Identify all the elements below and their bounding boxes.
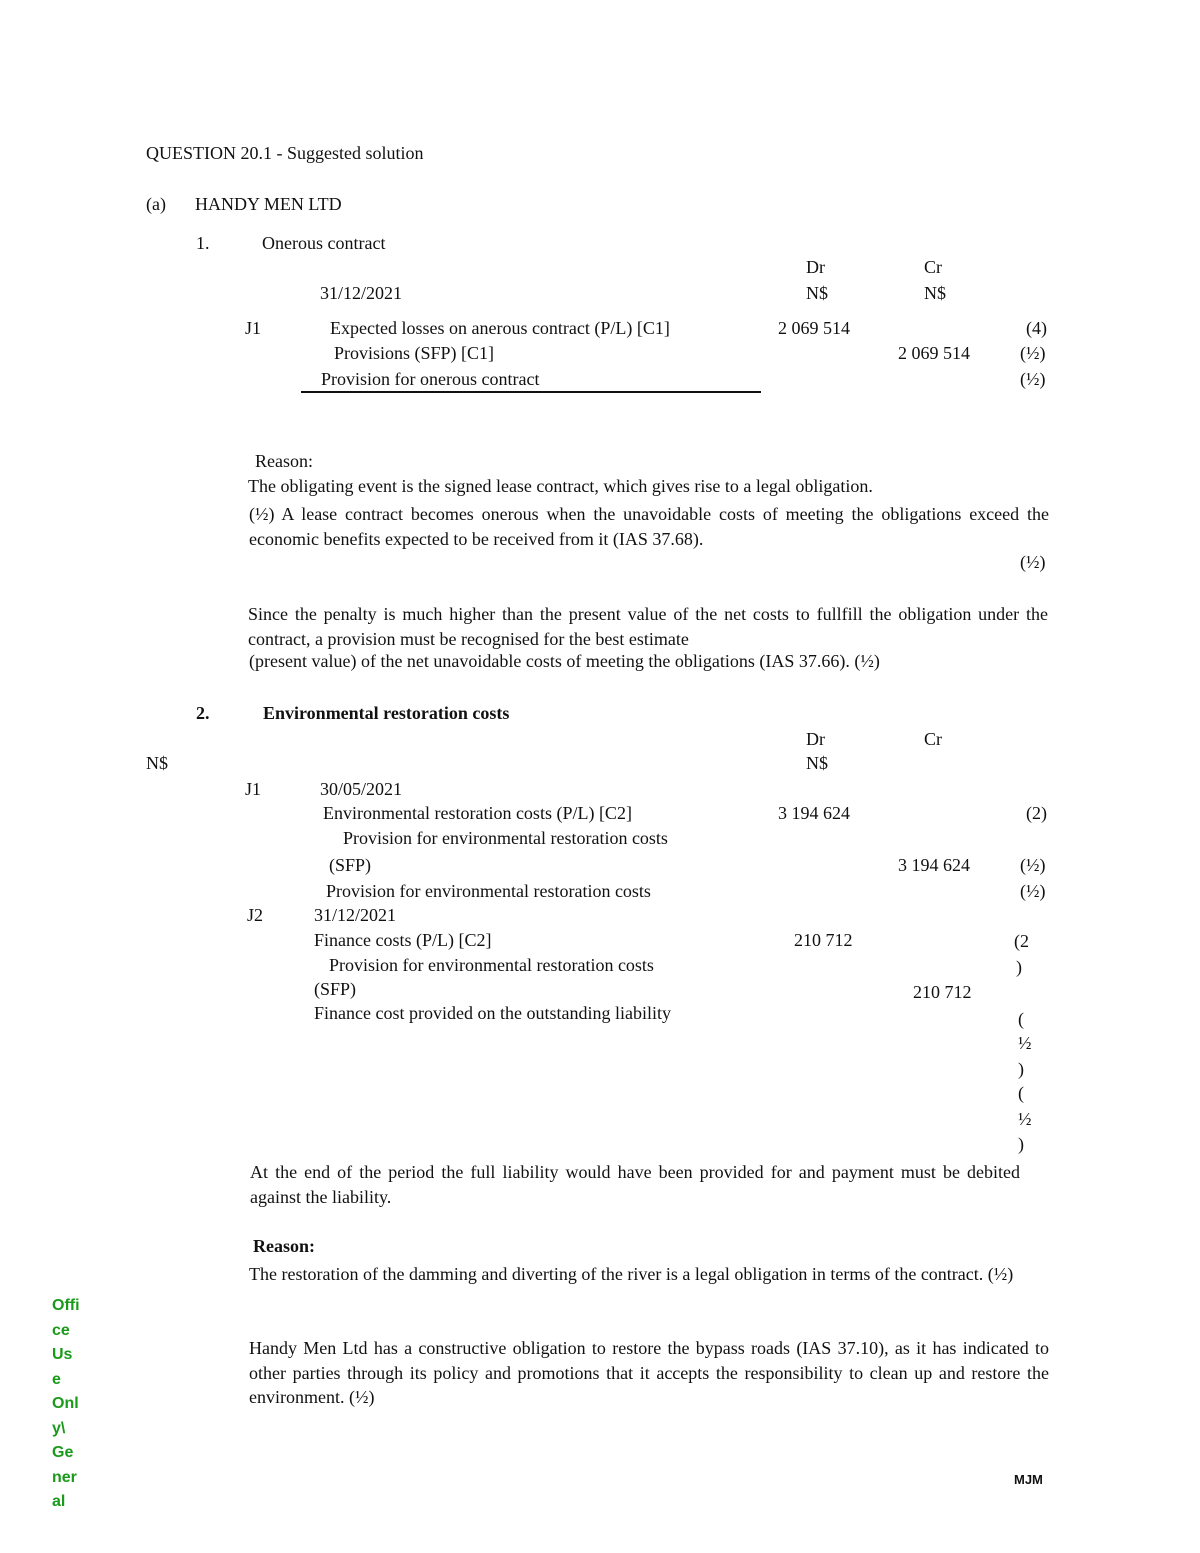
cr-column-header: Cr (924, 257, 942, 277)
dr-currency: N$ (806, 753, 828, 773)
mark-fragment: ) (1016, 957, 1022, 977)
label-fragment: e (52, 1370, 61, 1388)
penalty-line: (present value) of the net unavoidable costs of meeting the obligations (IAS 37.66). (½) (249, 651, 880, 671)
reason-heading: Reason: (255, 451, 313, 471)
credit-account: Provision for environmental restoration costs (329, 955, 654, 975)
debit-marks: (4) (1026, 318, 1047, 338)
journal-ref: J2 (247, 905, 264, 925)
journal-underline (301, 391, 761, 393)
narration: Provision for environmental restoration costs (326, 881, 651, 901)
mark-fragment: ( (1018, 1009, 1024, 1029)
mark-fragment: ( (1018, 1083, 1024, 1103)
label-fragment: Offi (52, 1297, 80, 1314)
label-fragment: ce (52, 1321, 70, 1339)
section-1-title: Onerous contract (262, 233, 386, 253)
mark-fragment: (2 (1014, 931, 1029, 951)
label-fragment: Us (52, 1346, 73, 1363)
journal-date: 31/12/2021 (320, 283, 403, 303)
reason-paragraph: The restoration of the damming and diverting of the river is a legal obligation in terms of the contract. (½) (249, 1264, 1014, 1284)
debit-account: Environmental restoration costs (P/L) [C2] (323, 803, 632, 823)
dr-column-header: Dr (806, 257, 825, 277)
mark-fragment: ½ (1018, 1109, 1032, 1129)
section-2-title: Environmental restoration costs (263, 703, 510, 723)
page-title: QUESTION 20.1 - Suggested solution (146, 143, 424, 163)
currency-label: N$ (146, 753, 168, 773)
narration-marks: (½) (1020, 881, 1046, 901)
constructive-obligation-paragraph: Handy Men Ltd has a constructive obligation to restore the bypass roads (IAS 37.10), as it has indicated to other parties through its policy and promotions that it accepts the responsibility to clean up and restore the environment. (½) (249, 1338, 1049, 1407)
reason-heading: Reason: (253, 1236, 315, 1256)
reason-marks: (½) (1020, 552, 1046, 572)
office-use-label (52, 1294, 88, 1515)
label-fragment: Onl (52, 1395, 79, 1412)
reason-paragraph: (½) A lease contract becomes onerous when the unavoidable costs of meeting the obligations exceed the economic benefits expected to be received from it (IAS 37.68). (249, 504, 1049, 549)
debit-amount: 3 194 624 (778, 803, 850, 823)
credit-marks: (½) (1020, 855, 1046, 875)
credit-amount: 2 069 514 (898, 343, 970, 363)
credit-account: Provisions (SFP) [C1] (334, 343, 495, 363)
footer-initials: MJM (1014, 1472, 1043, 1487)
narration-marks: (½) (1020, 369, 1046, 389)
reason-line: The obligating event is the signed lease contract, which gives rise to a legal obligation. (248, 476, 873, 496)
mark-fragment: ) (1018, 1134, 1024, 1154)
part-label: (a) (146, 194, 166, 214)
credit-account-cont: (SFP) (329, 855, 372, 875)
closing-paragraph: At the end of the period the full liability would have been provided for and payment must be debited against the liability. (250, 1162, 1020, 1207)
credit-amount: 3 194 624 (898, 855, 970, 875)
mark-fragment: ½ (1018, 1033, 1032, 1053)
credit-account: Provision for environmental restoration costs (343, 828, 668, 848)
label-fragment: ner (52, 1468, 77, 1486)
credit-account-cont: (SFP) (314, 979, 357, 999)
penalty-paragraph: Since the penalty is much higher than the present value of the net costs to fullfill the obligation under the contract, a provision must be recognised for the best estimate (248, 604, 1048, 649)
cr-column-header: Cr (924, 729, 942, 749)
label-fragment: al (52, 1493, 66, 1510)
mark-fragment: ) (1018, 1059, 1024, 1079)
credit-amount: 210 712 (913, 982, 972, 1002)
journal-ref: J1 (245, 318, 262, 338)
journal-date: 30/05/2021 (320, 779, 403, 799)
label-fragment: y\ (52, 1419, 66, 1437)
label-fragment: Ge (52, 1444, 74, 1461)
narration: Finance cost provided on the outstanding liability (314, 1003, 671, 1023)
debit-amount: 210 712 (794, 930, 853, 950)
journal-ref: J1 (245, 779, 262, 799)
dr-currency: N$ (806, 283, 828, 303)
company-name: HANDY MEN LTD (195, 194, 342, 214)
debit-marks: (2) (1026, 803, 1047, 823)
cr-currency: N$ (924, 283, 946, 303)
debit-amount: 2 069 514 (778, 318, 850, 338)
section-1-number: 1. (196, 233, 210, 253)
narration: Provision for onerous contract (321, 369, 540, 389)
journal-date: 31/12/2021 (314, 905, 397, 925)
section-2-number: 2. (196, 703, 210, 723)
debit-account: Finance costs (P/L) [C2] (314, 930, 492, 950)
credit-marks: (½) (1020, 343, 1046, 363)
debit-account: Expected losses on anerous contract (P/L) [C1] (330, 318, 670, 338)
dr-column-header: Dr (806, 729, 825, 749)
